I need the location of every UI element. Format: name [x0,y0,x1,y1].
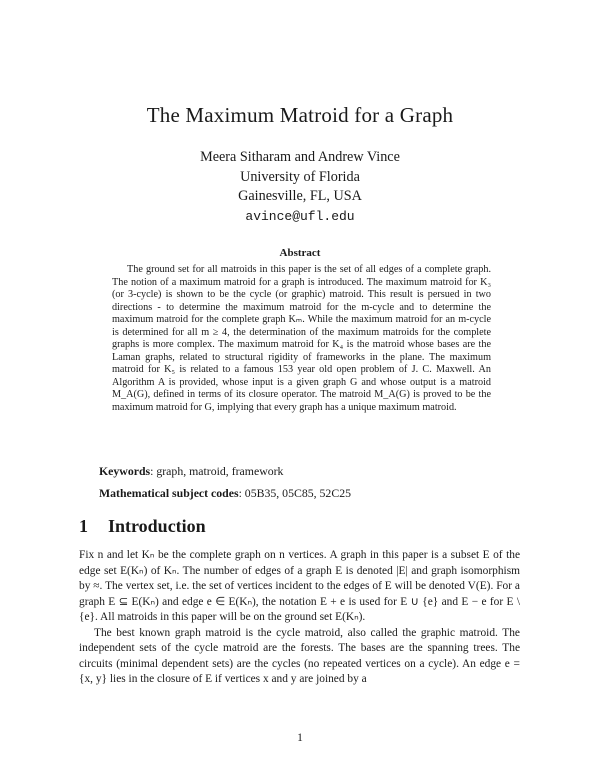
author-location: Gainesville, FL, USA [238,188,362,204]
keywords-value: : graph, matroid, framework [150,464,284,478]
body-paragraph-2: The best known graph matroid is the cycle matroid, also called the graphic matroid. The independent sets of the cycle matroid are the forests. The bases are the spanning trees. The circuits (minimal dependent sets) are the cycles (no repeated vertices on a cycle). An edge e = {x, y} lies in the closure of E if vertices x and y are joined by a [79,626,520,686]
abstract-text: The ground set for all matroids in this paper is the set of all edges of a complete graph. The notion of a maximum matroid for a graph is introduced. The maximum matroid for K₃ (or 3-cycle) is shown to be the cycle (or graphic) matroid. This result is persued in two directions - to determine the maximum matroid for the m-cycle and to determine the maximum matroid for the complete graph Kₘ. While the maximum matroid for an m-cycle is determined for all m ≥ 4, the determination of the maximum matroids for the complete graphs is more complex. The maximum matroid for K₄ is the matroid whose bases are the Laman graphs, related to structural rigidity of frameworks in the plane. The maximum matroid for K₅ is related to a famous 153 year old open problem of J. C. Maxwell. An Algorithm A is provided, whose input is a given graph G and whose output is a matroid M_A(G), defined in terms of its closure operator. The matroid M_A(G) is proved to be the maximum matroid for G, implying that every graph has a unique maximum matroid. [112,264,491,414]
section-heading [79,516,206,537]
author-block [0,148,600,226]
section-title: Introduction [108,516,206,536]
subject-codes-line [99,486,509,501]
abstract-heading: Abstract [279,247,321,259]
author-names: Meera Sitharam and Andrew Vince [200,149,400,165]
keywords-line [99,464,509,479]
paper-title: The Maximum Matroid for a Graph [146,103,454,127]
section-body [79,548,520,688]
body-paragraph-1: Fix n and let Kₙ be the complete graph on n vertices. A graph in this paper is a subset E of the edge set E(Kₙ) of Kₙ. The number of edges of a graph E is denoted |E| and graph isomorphism by ≈. The vertex set, i.e. the set of vertices incident to the edges of E will be denoted V(E). For a graph E ⊆ E(Kₙ) and edge e ∈ E(Kₙ), the notation E + e is used for E ∪ {e} and E − e for E \ {e}. All matroids in this paper will be on the ground set E(Kₙ). [79,549,520,624]
subject-codes-value: : 05B35, 05C85, 52C25 [238,486,351,500]
abstract-body [112,264,491,415]
section-number: 1 [79,516,88,536]
keywords-label: Keywords [99,464,151,478]
author-affiliation: University of Florida [240,168,360,185]
page-number: 1 [297,732,303,744]
author-email[interactable]: avince@ufl.edu [245,208,355,224]
subject-codes-label: Mathematical subject codes [99,486,239,500]
